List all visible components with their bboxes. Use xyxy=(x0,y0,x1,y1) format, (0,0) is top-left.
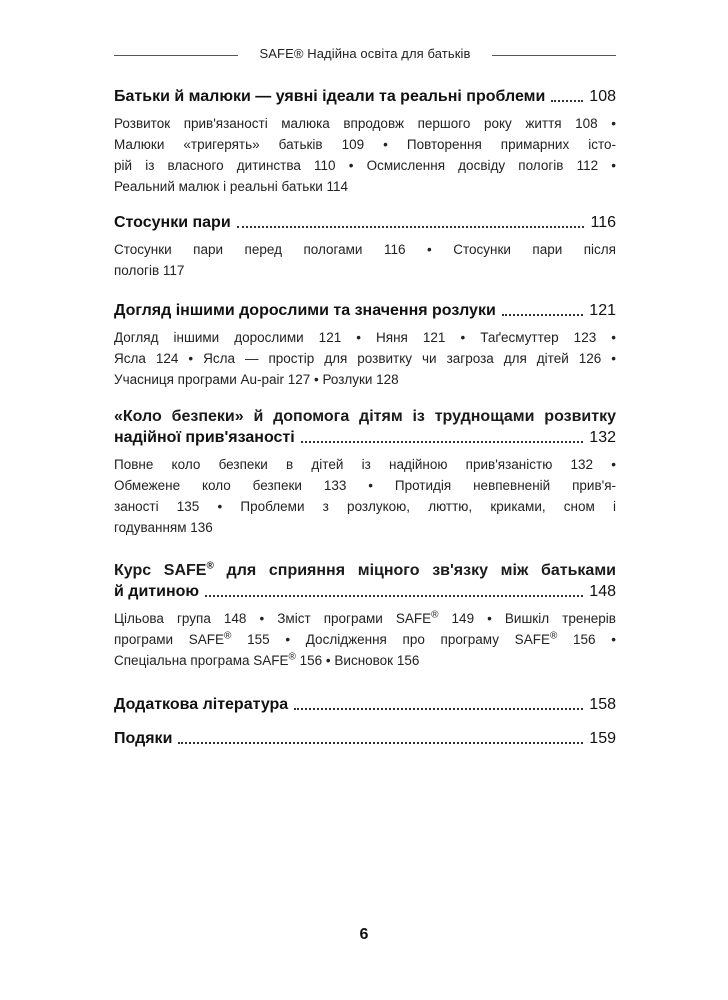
toc-section xyxy=(114,300,616,406)
toc-entries xyxy=(114,327,616,390)
toc-heading-title-line1 xyxy=(114,560,616,581)
toc-entry-line xyxy=(114,650,616,671)
toc-heading-line2 xyxy=(114,427,616,448)
header-rule-right xyxy=(492,55,616,56)
toc-entry-line xyxy=(114,608,616,629)
toc-heading-title: Додаткова література xyxy=(114,696,289,713)
dot-leader xyxy=(551,100,583,102)
toc-entry-line xyxy=(114,629,616,650)
entry-text: 155 • Дослідження про програму SAFE xyxy=(247,632,550,647)
table-of-contents xyxy=(114,86,616,758)
toc-heading-title-line2: й дитиною xyxy=(114,583,200,600)
toc-section xyxy=(114,406,616,556)
toc-entry-line: рій із власного дитинства 110 • Осмислення досвіду пологів 112 • xyxy=(114,158,616,173)
toc-heading xyxy=(114,560,616,602)
toc-section xyxy=(114,694,616,728)
toc-heading xyxy=(114,300,616,321)
toc-entry-line: Учасниця програми Au-pair 127 • Розлуки 128 xyxy=(114,372,399,387)
toc-entry-line: Обмежене коло безпеки 133 • Протидія невпевненій прив'я- xyxy=(114,478,616,493)
toc-entries xyxy=(114,113,616,197)
toc-heading xyxy=(114,212,616,233)
toc-heading-title-part: для сприяння міцного зв'язку між батьками xyxy=(226,562,616,579)
toc-heading-title: Подяки xyxy=(114,730,173,747)
toc-entry-line: Розвиток прив'язаності малюка впродовж першого року життя 108 • xyxy=(114,116,616,131)
running-header xyxy=(114,44,616,66)
registered-mark: ® xyxy=(288,651,296,663)
toc-heading-page: 148 xyxy=(589,583,616,600)
page-number: 6 xyxy=(359,926,369,943)
entry-text: Спеціальна програма SAFE xyxy=(114,653,289,668)
toc-entry-line: Догляд іншими дорослими 121 • Няня 121 • Таґесмуттер 123 • xyxy=(114,330,616,345)
entry-text: програми SAFE xyxy=(114,632,225,647)
toc-entry-line: заності 135 • Проблеми з розлукою, люттю, криками, сном і xyxy=(114,499,616,514)
dot-leader xyxy=(301,441,584,443)
dot-leader xyxy=(178,742,583,744)
registered-mark: ® xyxy=(549,630,558,642)
toc-entry-line: Стосунки пари перед пологами 116 • Стосунки пари після xyxy=(114,242,616,257)
toc-heading-page: 116 xyxy=(590,214,616,231)
dot-leader xyxy=(237,226,585,228)
toc-heading-title: Стосунки пари xyxy=(114,214,231,231)
toc-heading-page: 132 xyxy=(589,429,616,446)
registered-mark: ® xyxy=(224,630,232,642)
toc-heading-title: Догляд іншими дорослими та значення розлуки xyxy=(114,302,496,319)
toc-heading-title-line1: «Коло безпеки» й допомога дітям із труднощами розвитку xyxy=(114,408,616,425)
registered-mark: ® xyxy=(431,609,439,621)
toc-section xyxy=(114,560,616,694)
toc-entries xyxy=(114,608,616,671)
toc-entry-line: Реальний малюк і реальні батьки 114 xyxy=(114,179,349,194)
registered-mark: ® xyxy=(206,560,214,572)
toc-entry-line: Повне коло безпеки в дітей із надійною прив'язаністю 132 • xyxy=(114,457,616,472)
toc-section xyxy=(114,212,616,300)
toc-entry-line: пологів 117 xyxy=(114,263,185,278)
toc-section xyxy=(114,86,616,206)
toc-heading-page: 121 xyxy=(589,302,616,319)
running-header-title: SAFE® Надійна освіта для батьків xyxy=(259,46,471,61)
entry-text: Цільова група 148 • Зміст програми SAFE xyxy=(114,611,432,626)
toc-entry-line: годуванням 136 xyxy=(114,520,213,535)
toc-heading-page: 108 xyxy=(589,88,616,105)
toc-heading-page: 158 xyxy=(589,696,616,713)
toc-heading xyxy=(114,728,616,749)
toc-heading-line2 xyxy=(114,581,616,602)
toc-heading-title: Батьки й малюки — уявні ідеали та реальні проблеми xyxy=(114,88,546,105)
toc-heading-title-part: Курс SAFE xyxy=(114,562,207,579)
toc-entry-line: Ясла 124 • Ясла — простір для розвитку чи загроза для дітей 126 • xyxy=(114,351,616,366)
toc-entries xyxy=(114,454,616,538)
entry-text: 156 • Висновок 156 xyxy=(299,653,420,668)
toc-heading-page: 159 xyxy=(589,730,616,747)
entry-text: 149 • Вишкіл тренерів xyxy=(451,611,616,626)
dot-leader xyxy=(294,708,583,710)
toc-heading xyxy=(114,406,616,448)
dot-leader xyxy=(205,595,583,597)
toc-heading xyxy=(114,694,616,715)
entry-text: 156 • xyxy=(573,632,616,647)
toc-heading-title-line2: надійної прив'язаності xyxy=(114,429,295,446)
toc-section xyxy=(114,728,616,758)
dot-leader xyxy=(502,314,584,316)
toc-entries xyxy=(114,239,616,281)
toc-heading xyxy=(114,86,616,107)
toc-entry-line: Малюки «тригерять» батьків 109 • Повторення примарних істо- xyxy=(114,137,616,152)
